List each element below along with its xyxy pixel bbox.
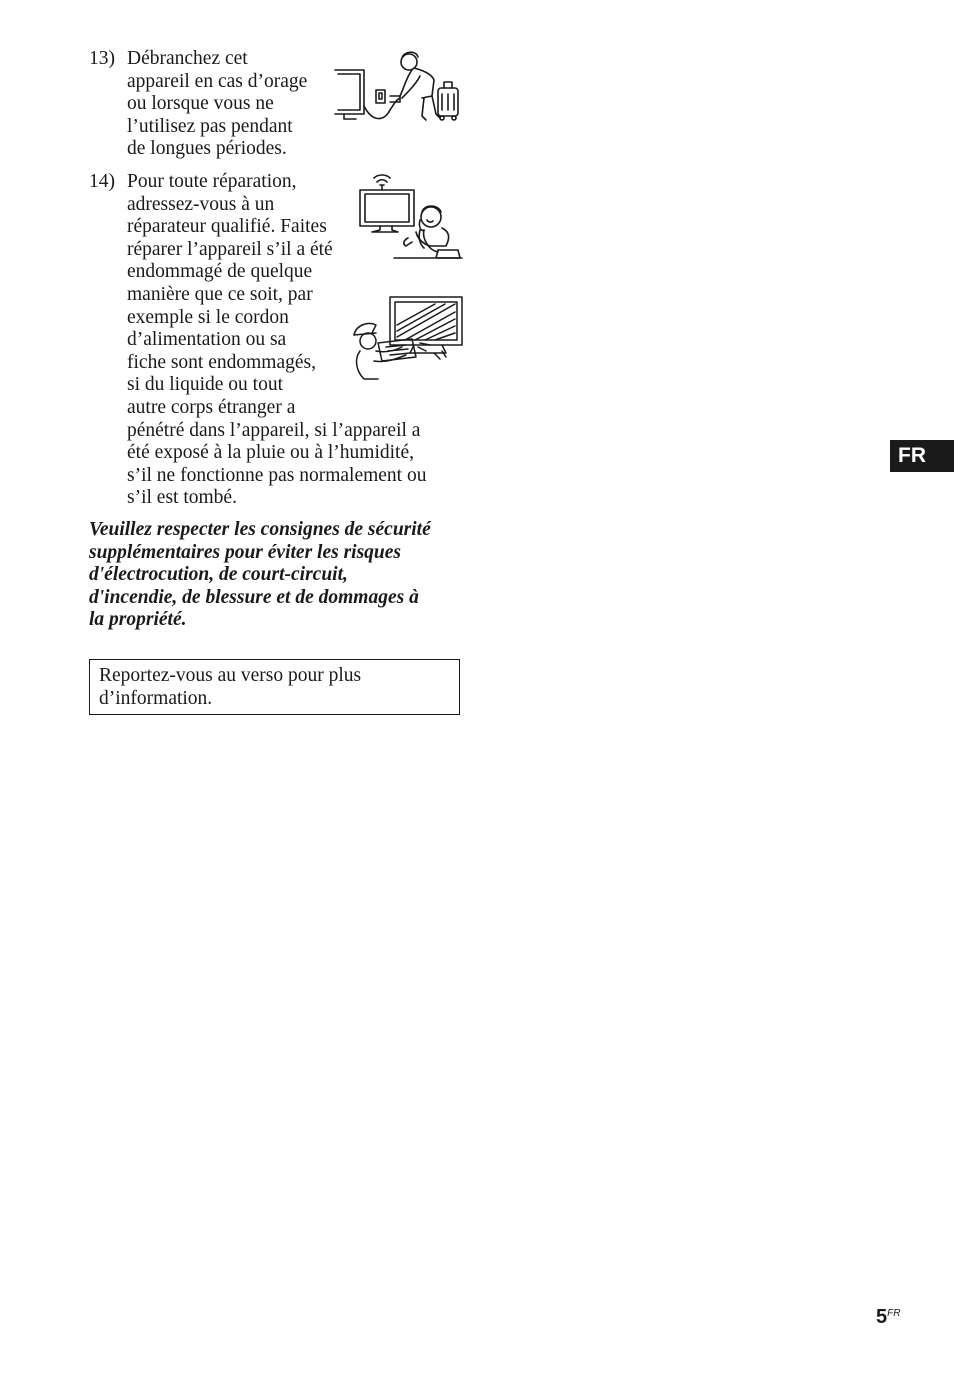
item-line: autre corps étranger a	[127, 397, 296, 418]
item-line: endommagé de quelque	[127, 261, 313, 283]
note-line: d’information.	[99, 687, 213, 709]
item-line: manière que ce soit, par	[127, 284, 313, 305]
item-number: 14)	[89, 171, 115, 192]
technician-repair-illustration	[350, 295, 464, 387]
note-box	[89, 659, 460, 715]
safety-warning	[89, 519, 469, 632]
item-line: exemple si le cordon	[127, 306, 289, 328]
item-line: réparateur qualifié. Faites	[127, 216, 327, 238]
warning-line: la propriété.	[89, 609, 187, 631]
warning-line: supplémentaires pour éviter les risques	[89, 541, 402, 563]
warning-line: Veuillez respecter les consignes de sécurité	[89, 519, 431, 540]
note-line: Reportez-vous au verso pour plus	[99, 665, 362, 686]
item-line: adressez-vous à un	[127, 193, 275, 215]
item-line: réparer l’appareil s’il a été	[127, 238, 333, 260]
item-line: été exposé à la pluie ou à l’humidité,	[127, 442, 414, 464]
item-line: fiche sont endommagés,	[127, 351, 316, 373]
phone-repair-illustration	[358, 172, 464, 266]
page-number-suffix: FR	[887, 1308, 901, 1319]
item-line: s’il ne fonctionne pas normalement ou	[127, 464, 427, 486]
item-line: pénétré dans l’appareil, si l’appareil a	[127, 419, 421, 441]
unplug-tv-illustration	[334, 48, 464, 124]
item-line: Débranchez cet	[127, 48, 248, 69]
page-number-value: 5	[876, 1306, 888, 1328]
item-number: 13)	[89, 48, 115, 69]
item-line: si du liquide ou tout	[127, 374, 283, 396]
item-line: Pour toute réparation,	[127, 171, 297, 192]
item-line: appareil en cas d’orage	[127, 70, 308, 92]
warning-line: d'électrocution, de court-circuit,	[89, 564, 348, 586]
item-line: ou lorsque vous ne	[127, 93, 274, 115]
item-line: s’il est tombé.	[127, 487, 237, 509]
language-tab: FR	[890, 440, 954, 472]
warning-line: d'incendie, de blessure et de dommages à	[89, 586, 419, 608]
item-line: de longues périodes.	[127, 138, 287, 160]
page-number	[876, 1306, 900, 1329]
item-line: l’utilisez pas pendant	[127, 115, 293, 137]
item-line: d’alimentation ou sa	[127, 329, 287, 351]
